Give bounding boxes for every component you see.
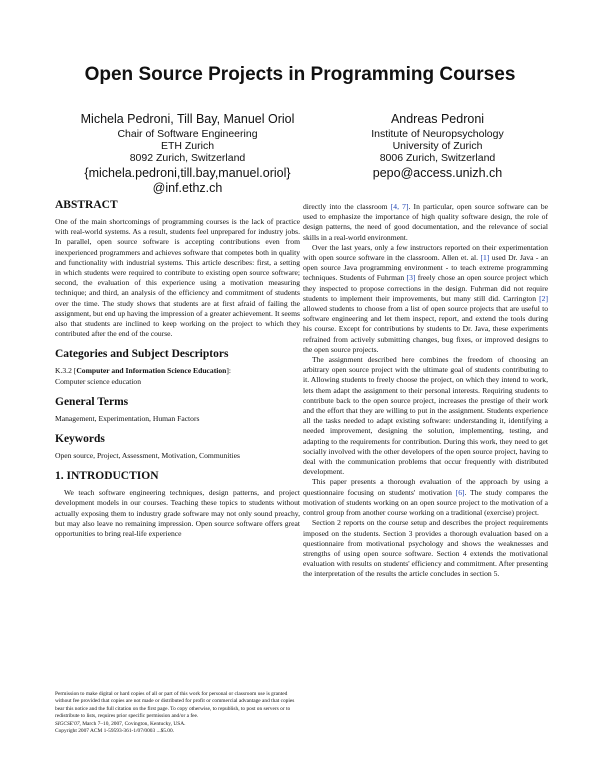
category-sub: Computer science education: [55, 376, 142, 386]
paper-title: Open Source Projects in Programming Courses: [84, 64, 516, 85]
citation-link[interactable]: [3]: [406, 273, 416, 283]
author-affiliation: Institute of Neuropsychology: [371, 128, 504, 140]
categories-text: [55, 366, 300, 386]
conference-details: March 7–10, 2007, Covington, Kentucky, USA.: [80, 720, 186, 727]
author-email-line-1: {michela.pedroni,till.bay,manuel.oriol}: [84, 166, 291, 180]
introduction-section: [55, 470, 300, 539]
general-terms-text: Management, Experimentation, Human Factors: [55, 413, 200, 423]
right-paragraph-3: The assignment described here combines the freedom of choosing an arbitrary open source project with the ultimate goal of students contributing to it. Allowing students to freely choose the project, on which they intend to work, lets them adapt the assignment to their personal interests. Requiring students to contribute back to the open source project, increases the prestige of their work and the effort that they are willing to put in the assignment. Students experience all the tasks needed to adapt existing software: understanding it, identifying a needed improvement, designing the solution, implementing, testing, and adapting to the requirements for contribution. During this work, they need to get socially involved with the other developers of the open source project, having to deal with the communication problems that occur frequently with distributed development.: [303, 355, 548, 477]
left-column: [55, 199, 300, 548]
author-email-line-2: @inf.ethz.ch: [152, 181, 223, 195]
general-terms-heading: General Terms: [55, 395, 129, 408]
general-terms-section: [55, 396, 300, 424]
abstract-heading: ABSTRACT: [55, 199, 118, 211]
right-paragraph-5: Section 2 reports on the course setup and describes the project requirements imposed on the students. Section 3 provides a thorough evaluation based on a questionnaire from motivational psychology and shows the weaknesses and strengths of using open source software. Section 4 extends the motivational evaluation with results on students' efficiency and commitment. After presenting the interpretation of the results the article concludes in section 5.: [303, 518, 548, 579]
author-affiliation: Chair of Software Engineering: [117, 128, 258, 140]
category-close: ]:: [226, 366, 232, 376]
category-name: Computer and Information Science Education: [76, 366, 227, 376]
author-block-2: [325, 112, 550, 181]
citation-link[interactable]: [6]: [455, 487, 465, 497]
citation-link[interactable]: [4, 7]: [390, 202, 409, 211]
author-address: 8006 Zurich, Switzerland: [379, 152, 496, 164]
conference-line: [55, 721, 300, 728]
author-address: 8092 Zurich, Switzerland: [129, 152, 246, 164]
author-institution: ETH Zurich: [160, 140, 215, 152]
introduction-heading: 1. INTRODUCTION: [55, 470, 159, 483]
author-names: Michela Pedroni, Till Bay, Manuel Oriol: [80, 112, 295, 126]
keywords-text: Open source, Project, Assessment, Motivation, Communities: [55, 451, 240, 461]
categories-heading: Categories and Subject Descriptors: [55, 348, 229, 361]
abstract-text: One of the main shortcomings of programming courses is the lack of practice with real-world systems. As a result, students feel unprepared for industry jobs. In parallel, open source software is accepting contributions even from inexperienced programmers and achieves software that competes both in quality and functionality with industrial systems. This article describes: first, a setting in which students were required to contribute to existing open source software; second, the evaluation of this experience using a motivation measuring technique; and third, an analysis of the efficiency and commitment of students over the time. The study shows that students are at first afraid of failing the assignment, but end up having the impression of a greater achievement. It seems also that students are inclined to keep working on the project to which they contributed after the end of the course.: [55, 217, 300, 339]
keywords-section: [55, 433, 300, 461]
right-paragraph-2: Over the last years, only a few instructors reported on their experimentation with open source software in the classroom. Allen et. al. [1] used Dr. Java - an open source Java programming environment - to teach extreme programming techniques. Students of Fuhrman [3] freely chose an open source project which they inspected to propose corrections in the design. Fuhrman did not require students to implement their improvements, but many still did. Carrington [2] allowed students to choose from a list of open source projects that are useful to software engineering and let them inspect, report, and extend the tools during his course. Except for contributions by students to Dr. Java, these experiments refrained from actively submitting changes, bug fixes, or improved designs to the open source projects.: [303, 242, 549, 354]
citation-link[interactable]: [2]: [539, 293, 548, 303]
permission-footnote: [55, 691, 300, 735]
author-email: pepo@access.unizh.ch: [372, 166, 503, 180]
author-block-1: [60, 112, 315, 196]
author-email: [60, 166, 315, 196]
right-paragraph-1: directly into the classroom [4, 7]. In particular, open source software can be used to emphasize the importance of high quality software design, the role of design patterns, the need of good documentation, and the relevance of social skills in a real-world environment.: [303, 202, 548, 242]
categories-section: [55, 348, 300, 386]
category-code: K.3.2 [: [55, 366, 77, 376]
introduction-paragraph-1: We teach software engineering techniques, design patterns, and project development models in our courses. Teaching these topics to students without actually exposing them to industry grade software may not only sound preachy, but may also leave no remaining impression. Open source software offers great opportunities to bring real-life experience: [55, 488, 300, 539]
citation-link[interactable]: [1]: [480, 253, 490, 263]
copyright-line: Copyright 2007 ACM 1-59593-361-1/07/0003 ...$5.00.: [55, 728, 175, 735]
author-names: Andreas Pedroni: [390, 112, 485, 126]
conference-name: SIGCSE'07,: [55, 720, 81, 727]
author-institution: University of Zurich: [392, 140, 483, 152]
abstract-section: [55, 199, 300, 339]
right-column: [303, 202, 548, 580]
permission-text: Permission to make digital or hard copies of all or part of this work for personal or classroom use is granted without fee provided that copies are not made or distributed for profit or commercial advantage and that copies bear this notice and the full citation on the first page. To copy otherwise, to republish, to post on servers or to redistribute to lists, requires prior specific permission and/or a fee.: [55, 691, 295, 720]
keywords-heading: Keywords: [55, 433, 105, 446]
right-paragraph-4: This paper presents a thorough evaluation of the approach by using a questionnaire focusing on students' motivation [6]. The study compares the motivation of students working on an open source project to the motivation of a control group from another course working on a traditional (exercise) project.: [303, 477, 548, 518]
